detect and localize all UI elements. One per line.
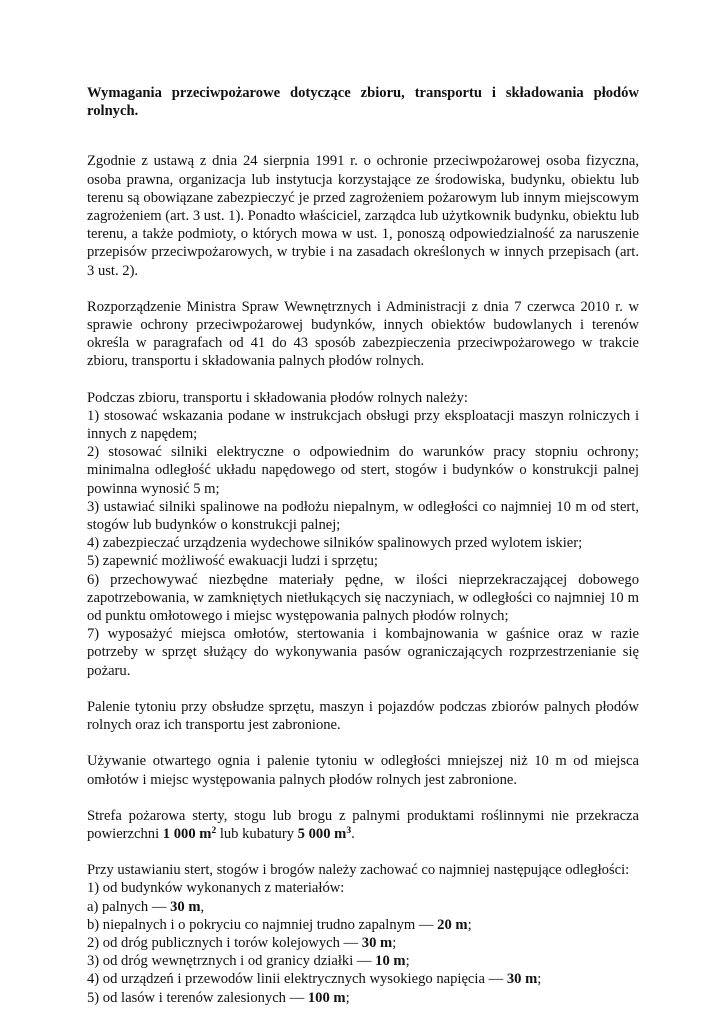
- distances-list: [87, 861, 639, 1007]
- paragraph-fire-zone: Strefa pożarowa sterty, stogu lub brogu z palnymi produktami roślinnymi nie przekracza powierzchni 1 000 $m^2$ lub kubatury 5 000 $m^3$.: [87, 807, 639, 842]
- list-item: 4) od urządzeń i przewodów linii elektrycznych wysokiego napięcia — 30 m;: [87, 971, 542, 988]
- list-item: 3) od dróg wewnętrznych i od granicy działki — 10 m;: [87, 953, 410, 970]
- fire-zone-volume: 5 000 $m^3$: [297, 825, 352, 842]
- list-item: 2) stosować silniki elektryczne o odpowiednim do warunków pracy stopniu ochrony; minimalna odległość układu napędowego od stert, stogów i budynków o konstrukcji palnej powinna wynosić 5 m;: [87, 444, 639, 497]
- duties-list: [87, 389, 639, 680]
- paragraph-ministry-regulation: Rozporządzenie Ministra Spraw Wewnętrznych i Administracji z dnia 7 czerwca 2010 r. w sprawie ochrony przeciwpożarowej budynków, innych obiektów budowlanych i terenów określa w paragrafach od 41 do 43 sposób zabezpieczenia przeciwpożarowego w trakcie zbioru, transportu i składowania palnych płodów rolnych.: [87, 298, 639, 370]
- list-item: 5) od lasów i terenów zalesionych — 100 m;: [87, 989, 350, 1006]
- list-item: 5) zapewnić możliwość ewakuacji ludzi i sprzętu;: [87, 553, 378, 570]
- list-item: 2) od dróg publicznych i torów kolejowych — 30 m;: [87, 934, 397, 951]
- list-item: b) niepalnych i o pokryciu co najmniej trudno zapalnym — 20 m;: [87, 916, 472, 933]
- list-item: 1) stosować wskazania podane w instrukcjach obsługi przy eksploatacji maszyn rolniczych i innych z napędem;: [87, 407, 639, 443]
- paragraph-fire-protection-act: Zgodnie z ustawą z dnia 24 sierpnia 1991 r. o ochronie przeciwpożarowej osoba fizyczna, osoba prawna, organizacja lub instytucja korzystające ze środowiska, budynku, obiektu lub terenu są obowiązane zabezpieczyć je przed zagrożeniem pożarowym lub innym miejscowym zagrożeniem (art. 3 ust. 1). Ponadto właściciel, zarządca lub użytkownik budynku, obiektu lub terenu, a także podmioty, o których mowa w ust. 1, ponoszą odpowiedzialność za naruszenie przepisów przeciwpożarowych, w trybie i na zasadach określonych w innych przepisach (art. 3 ust. 2).: [87, 153, 639, 279]
- list-item: 3) ustawiać silniki spalinowe na podłożu niepalnym, w odległości co najmniej 10 m od stert, stogów lub budynków o konstrukcji palnej;: [87, 498, 639, 534]
- distances-buildings-label: 1) od budynków wykonanych z materiałów:: [87, 880, 345, 897]
- document-page: [87, 84, 639, 1025]
- list-item: 7) wyposażyć miejsca omłotów, stertowania i kombajnowania w gaśnice oraz w razie potrzeby w sprzęt służący do wykonywania pasów ograniczających rozprzestrzenianie się pożaru.: [87, 626, 639, 679]
- list-item: 6) przechowywać niezbędne materiały pędne, w ilości nieprzekraczającej dobowego zapotrzebowania, w zamkniętych nietłukących się naczyniach, w odległości co najmniej 10 m od punktu omłotowego i miejsc występowania palnych płodów rolnych;: [87, 571, 639, 625]
- document-title: Wymagania przeciwpożarowe dotyczące zbioru, transportu i składowania płodów rolnych.: [87, 85, 639, 120]
- paragraph-smoking-ban: Palenie tytoniu przy obsłudze sprzętu, maszyn i pojazdów podczas zbiorów palnych płodów rolnych oraz ich transportu jest zabronione.: [87, 698, 639, 734]
- list-item: 4) zabezpieczać urządzenia wydechowe silników spalinowych przed wylotem iskier;: [87, 535, 583, 552]
- distances-intro: Przy ustawianiu stert, stogów i brogów należy zachować co najmniej następujące odległości:: [87, 862, 630, 879]
- fire-zone-text: Strefa pożarowa sterty, stogu lub brogu z palnymi produktami roślinnymi nie przekracza powierzchni: [87, 807, 639, 842]
- list-item: a) palnych — 30 m,: [87, 898, 205, 915]
- paragraph-open-fire-ban: Używanie otwartego ognia i palenie tytoniu w odległości mniejszej niż 10 m od miejsca omłotów i miejsc występowania palnych płodów rolnych jest zabronione.: [87, 753, 639, 788]
- duties-intro: Podczas zbioru, transportu i składowania płodów rolnych należy:: [87, 389, 468, 406]
- fire-zone-area: 1 000 $m^2$: [162, 825, 217, 842]
